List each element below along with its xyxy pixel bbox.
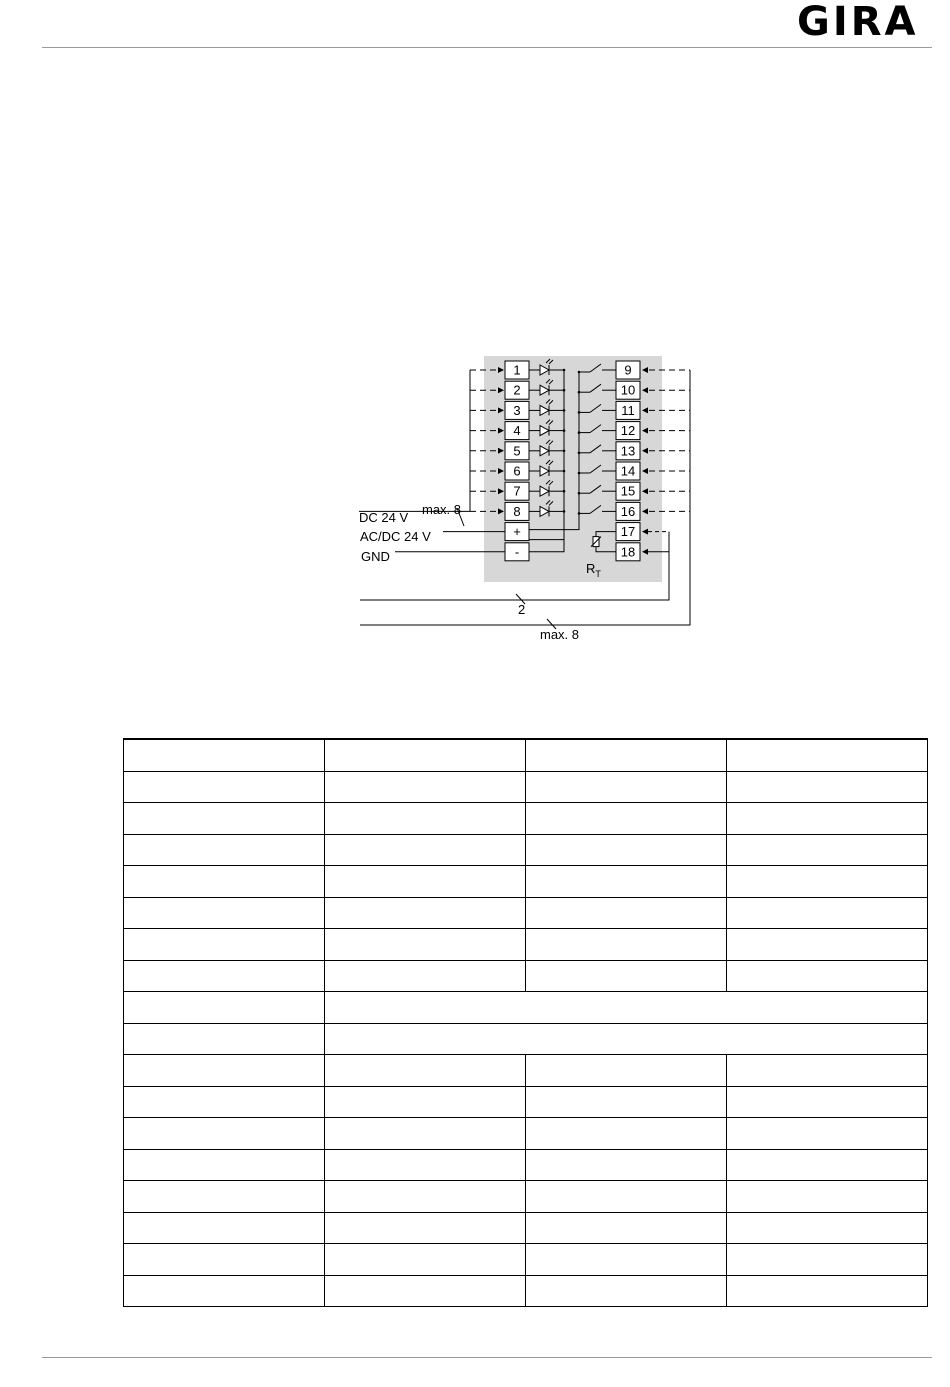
right-terminal-label: 11 <box>621 402 635 418</box>
table-row <box>124 897 928 929</box>
table-cell <box>727 960 928 992</box>
table-row <box>124 1055 928 1087</box>
table-cell <box>727 1149 928 1181</box>
right-terminal-label: 10 <box>620 382 636 398</box>
table-cell <box>124 929 325 961</box>
table-cell <box>325 1275 526 1307</box>
right-terminal-label: 15 <box>620 483 636 499</box>
table-cell <box>526 771 727 803</box>
table-cell-merged <box>325 992 928 1024</box>
table-cell <box>526 1086 727 1118</box>
right-terminal-label: 17 <box>620 524 636 540</box>
table-row <box>124 803 928 835</box>
left-terminal-label: 5 <box>513 443 521 459</box>
table-row <box>124 1086 928 1118</box>
table-cell <box>526 1244 727 1276</box>
table-cell <box>526 1149 727 1181</box>
table-cell <box>727 1212 928 1244</box>
table-row <box>124 929 928 961</box>
left-terminal-label: 3 <box>513 402 521 418</box>
left-terminal-label: 2 <box>513 382 521 398</box>
table-cell <box>325 1055 526 1087</box>
table-cell <box>727 1118 928 1150</box>
right-terminal-label: 12 <box>620 423 636 439</box>
table-cell <box>124 1055 325 1087</box>
table-cell <box>526 929 727 961</box>
left-terminal-label: 1 <box>513 362 521 378</box>
table-cell <box>325 771 526 803</box>
table-row <box>124 771 928 803</box>
left-terminal-label: 7 <box>513 483 521 499</box>
table-cell <box>727 1055 928 1087</box>
table-cell <box>325 1086 526 1118</box>
table-cell <box>727 1275 928 1307</box>
left-terminal-label: 6 <box>513 463 521 479</box>
label-dc24: DC 24 V <box>359 510 409 525</box>
table-cell <box>325 1118 526 1150</box>
table-cell <box>727 771 928 803</box>
table-cell <box>526 1275 727 1307</box>
table-cell-merged <box>325 1023 928 1055</box>
table-cell <box>325 834 526 866</box>
table-cell <box>124 1275 325 1307</box>
table-cell <box>526 866 727 898</box>
table-cell <box>727 739 928 771</box>
gira-logo: GIRA <box>797 0 919 45</box>
table-cell <box>124 866 325 898</box>
table-cell <box>526 1055 727 1087</box>
table-cell <box>526 739 727 771</box>
footer-rule <box>42 1357 932 1358</box>
left-terminal-label: 8 <box>513 503 521 519</box>
table-cell <box>526 897 727 929</box>
table-cell <box>124 960 325 992</box>
table-cell <box>124 1118 325 1150</box>
label-acdc24: AC/DC 24 V <box>360 529 431 544</box>
table-cell <box>124 1212 325 1244</box>
table-cell <box>124 1244 325 1276</box>
table-cell <box>325 1212 526 1244</box>
label-rt: $R_T$ <box>586 561 601 579</box>
right-terminal-label: 9 <box>624 362 632 378</box>
table-cell <box>124 834 325 866</box>
table-cell <box>325 960 526 992</box>
table-cell <box>124 803 325 835</box>
left-terminal-label: 4 <box>513 423 521 439</box>
table-cell <box>526 1181 727 1213</box>
table-cell <box>325 897 526 929</box>
table-cell <box>325 803 526 835</box>
specification-table <box>123 738 928 1307</box>
label-max8-bottom: max. 8 <box>540 627 580 642</box>
table-row <box>124 1149 928 1181</box>
table-row <box>124 739 928 771</box>
table-cell <box>526 834 727 866</box>
table-cell <box>526 1118 727 1150</box>
table-row <box>124 1244 928 1276</box>
table-cell <box>124 739 325 771</box>
table-row <box>124 960 928 992</box>
right-terminal-label: 16 <box>620 503 636 519</box>
table-cell <box>727 1086 928 1118</box>
right-terminal-label: 14 <box>620 463 636 479</box>
table-row <box>124 1118 928 1150</box>
table-cell <box>727 897 928 929</box>
table-row <box>124 834 928 866</box>
table-row <box>124 1023 928 1055</box>
table-cell <box>325 1149 526 1181</box>
table-cell <box>124 1023 325 1055</box>
table-row <box>124 1181 928 1213</box>
table-cell <box>526 960 727 992</box>
wiring-diagram <box>350 350 700 650</box>
table-row <box>124 1212 928 1244</box>
table-cell <box>526 1212 727 1244</box>
table-cell <box>325 1244 526 1276</box>
label-gnd: GND <box>361 549 390 564</box>
table-cell <box>727 834 928 866</box>
table-cell <box>124 1181 325 1213</box>
table-cell <box>727 803 928 835</box>
header-rule <box>42 47 932 48</box>
table-cell <box>124 1149 325 1181</box>
table-cell <box>727 929 928 961</box>
table-cell <box>124 897 325 929</box>
table-cell <box>325 929 526 961</box>
right-terminal-label: 18 <box>620 544 636 560</box>
table-row <box>124 992 928 1024</box>
table-cell <box>526 803 727 835</box>
table-cell <box>124 1086 325 1118</box>
table-cell <box>325 866 526 898</box>
table-cell <box>727 1244 928 1276</box>
table-cell <box>727 1181 928 1213</box>
label-max8-top: max. 8 <box>422 502 462 517</box>
label-two: 2 <box>518 602 526 617</box>
table-cell <box>124 992 325 1024</box>
table-cell <box>124 771 325 803</box>
left-terminal-label: + <box>513 524 521 540</box>
table-row <box>124 866 928 898</box>
table-row <box>124 1275 928 1307</box>
left-terminal-label: - <box>514 544 520 560</box>
table-cell <box>727 866 928 898</box>
table-cell <box>325 1181 526 1213</box>
right-terminal-label: 13 <box>620 443 636 459</box>
table-cell <box>325 739 526 771</box>
